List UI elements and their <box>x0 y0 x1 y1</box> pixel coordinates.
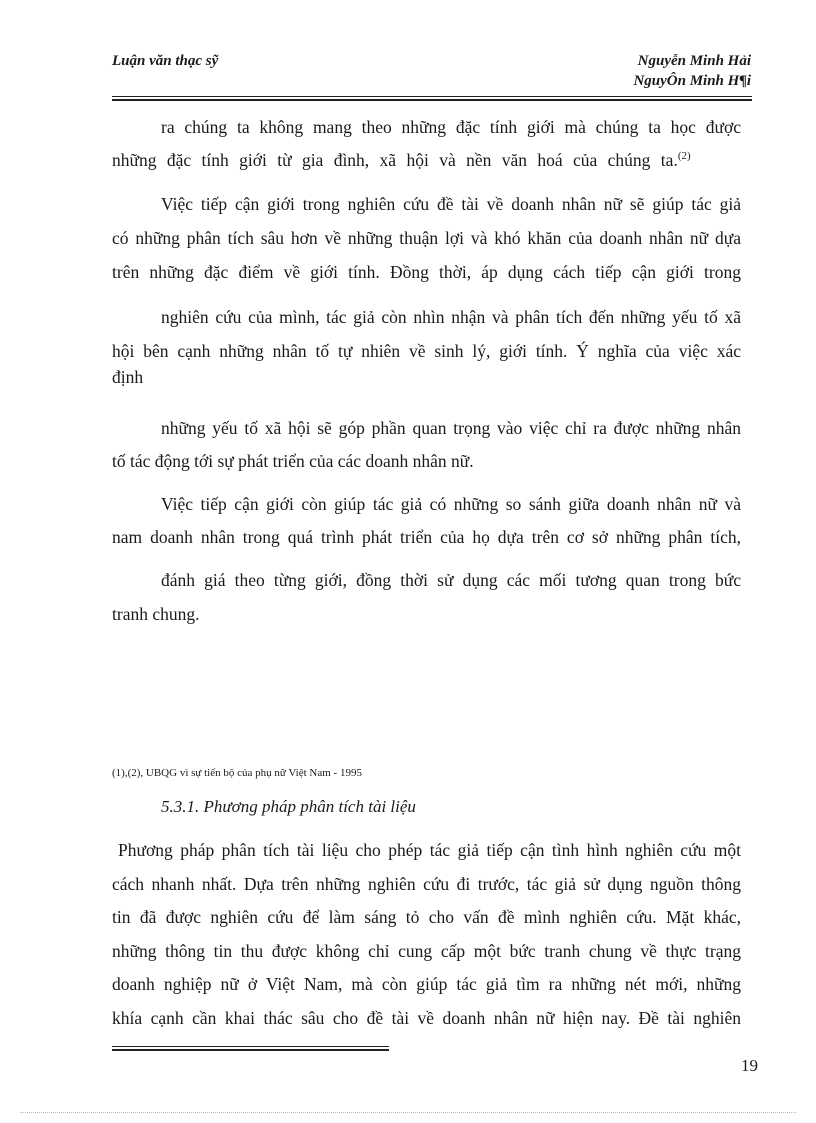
paragraph-line: trên những đặc điểm về giới tính. Đồng thời, áp dụng cách tiếp cận giới trong <box>112 262 741 282</box>
paragraph-line: tranh chung. <box>112 604 200 624</box>
footer-rule-bottom <box>112 1049 389 1051</box>
paragraph-line: có những phân tích sâu hơn về những thuận lợi và khó khăn của doanh nhân nữ dựa <box>112 228 741 248</box>
section-heading: 5.3.1. Phương pháp phân tích tài liệu <box>161 797 416 816</box>
page-number: 19 <box>741 1056 758 1075</box>
header-author-name-garbled: NguyÔn Minh H¶i <box>633 73 751 89</box>
paragraph-line: cách nhanh nhất. Dựa trên những nghiên cứu đi trước, tác giả sử dụng nguồn thông <box>112 874 741 894</box>
paragraph-line <box>112 151 691 169</box>
header-author-name: Nguyễn Minh Hải <box>637 53 751 69</box>
header-rule-bottom <box>112 99 752 101</box>
page-bottom-border <box>20 1112 796 1113</box>
paragraph-line: nam doanh nhân trong quá trình phát triển của họ dựa trên cơ sở những phân tích, <box>112 527 741 547</box>
paragraph-line: khía cạnh cần khai thác sâu cho đề tài về doanh nhân nữ hiện nay. Đề tài nghiên <box>112 1008 741 1028</box>
paragraph-line: tố tác động tới sự phát triển của các doanh nhân nữ. <box>112 451 474 471</box>
footnote-reference: (2) <box>677 150 691 162</box>
paragraph-line: Việc tiếp cận giới còn giúp tác giả có những so sánh giữa doanh nhân nữ và <box>161 494 741 514</box>
paragraph-line-text: những đặc tính giới từ gia đình, xã hội và nền văn hoá của chúng ta. <box>112 149 678 170</box>
paragraph-line: định <box>112 367 144 387</box>
footer-rule-top <box>112 1046 389 1047</box>
paragraph-line: tin đã được nghiên cứu để làm sáng tỏ cho vấn đề mình nghiên cứu. Mặt khác, <box>112 907 741 927</box>
paragraph-line: ra chúng ta không mang theo những đặc tính giới mà chúng ta học được <box>161 117 741 137</box>
header-left-title: Luận văn thạc sỹ <box>112 53 219 69</box>
paragraph-line: nghiên cứu của mình, tác giả còn nhìn nhận và phân tích đến những yếu tố xã <box>161 307 741 327</box>
paragraph-line: Việc tiếp cận giới trong nghiên cứu đề tài về doanh nhân nữ sẽ giúp tác giả <box>161 194 741 214</box>
paragraph-line: hội bên cạnh những nhân tố tự nhiên về sinh lý, giới tính. Ý nghĩa của việc xác <box>112 341 741 361</box>
footnote-text: (1),(2), UBQG vì sự tiến bộ của phụ nữ Việt Nam - 1995 <box>112 767 362 779</box>
paragraph-line: Phương pháp phân tích tài liệu cho phép tác giả tiếp cận tình hình nghiên cứu một <box>118 840 741 860</box>
paragraph-line: những thông tin thu được không chỉ cung cấp một bức tranh chung về thực trạng <box>112 941 741 961</box>
paragraph-line: đánh giá theo từng giới, đồng thời sử dụng các mối tương quan trong bức <box>161 570 741 590</box>
paragraph-line: doanh nghiệp nữ ở Việt Nam, mà còn giúp tác giả tìm ra những nét mới, những <box>112 974 741 994</box>
header-rule-top <box>112 96 752 97</box>
paragraph-line: những yếu tố xã hội sẽ góp phần quan trọng vào việc chỉ ra được những nhân <box>161 418 741 438</box>
